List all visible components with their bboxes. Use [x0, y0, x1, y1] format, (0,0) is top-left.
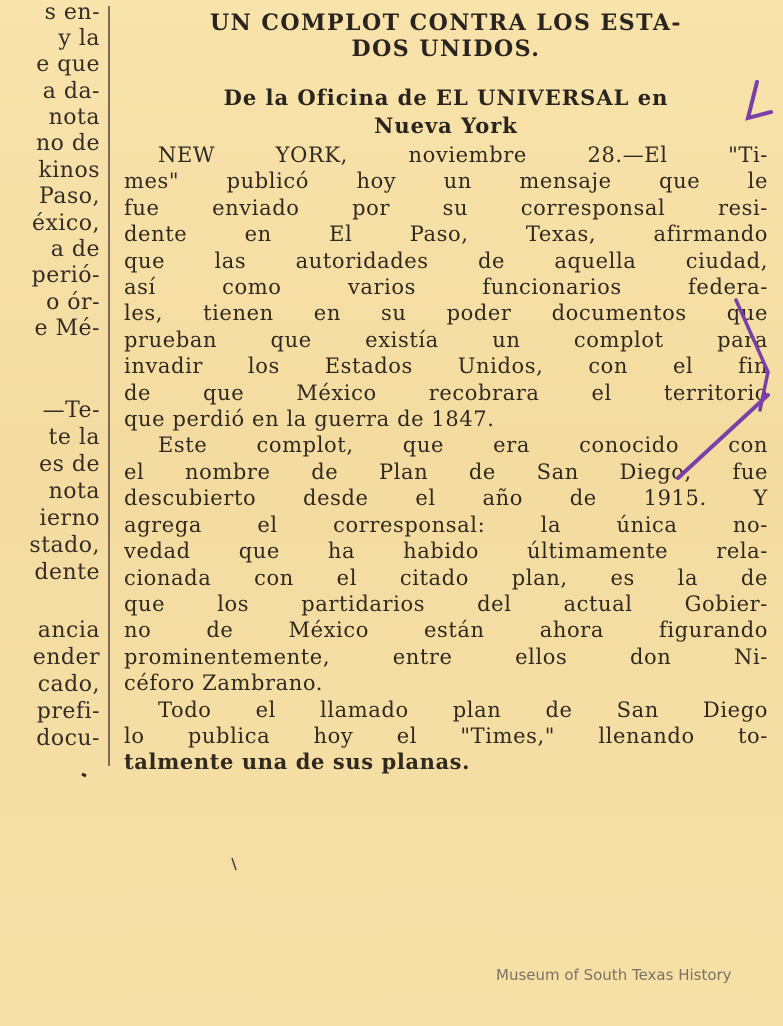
body-line: dente en El Paso, Texas, afirmando — [124, 222, 768, 247]
fragment-line: —Te- — [42, 398, 100, 423]
fragment-line: Paso, — [39, 184, 100, 209]
adjacent-column-fragment — [0, 0, 104, 760]
fragment-line: stado, — [29, 533, 100, 558]
fragment-line: e Mé- — [34, 316, 100, 341]
fragment-line: no de — [35, 131, 100, 156]
body-line: vedad que ha habido últimamente rela- — [124, 539, 768, 564]
body-line: que los partidarios del actual Gobier- — [124, 591, 768, 616]
fragment-line: ancia — [37, 618, 100, 643]
fragment-line: docu- — [36, 726, 100, 751]
body-line: prueban que existía un complot para — [124, 327, 768, 352]
article — [124, 10, 768, 776]
fragment-line: es de — [39, 452, 100, 477]
dateline-heading — [124, 84, 768, 140]
body-line: cionada con el citado plan, es la de — [124, 565, 768, 590]
fragment-line: s en- — [44, 0, 100, 25]
body-line: de que México recobrara el territorio — [124, 380, 768, 405]
headline-line: UN COMPLOT CONTRA LOS ESTA- — [209, 10, 683, 36]
body-line: que las autoridades de aquella ciudad, — [124, 248, 768, 273]
body-line: invadir los Estados Unidos, con el fin — [124, 354, 768, 379]
fragment-line: a da- — [42, 79, 100, 104]
fragment-line: perió- — [31, 263, 100, 288]
body-line: así como varios funcionarios federa- — [124, 275, 768, 300]
fragment-line: prefi- — [36, 699, 100, 724]
fragment-line: a de — [50, 237, 100, 262]
body-line: lo publica hoy el "Times," llenando to- — [124, 723, 768, 748]
fragment-line: o ór- — [46, 290, 100, 315]
article-body — [124, 142, 768, 776]
body-line: les, tienen en su poder documentos que — [124, 301, 768, 326]
body-line: fue enviado por su corresponsal resi- — [124, 195, 768, 220]
body-line: no de México están ahora figurando — [124, 618, 768, 643]
watermark-credit: Museum of South Texas History — [496, 966, 732, 984]
fragment-line: ender — [32, 645, 100, 670]
fragment-line: éxico, — [31, 211, 100, 236]
fragment-line: e que — [36, 52, 100, 77]
ink-speck — [232, 858, 236, 870]
subhead-line: Nueva York — [374, 113, 518, 138]
body-line: Todo el llamado plan de San Diego — [158, 697, 768, 722]
body-line: NEW YORK, noviembre 28.—El "Ti- — [158, 143, 768, 167]
fragment-line: nota — [48, 479, 100, 504]
headline — [124, 10, 768, 62]
fragment-line: y la — [58, 26, 100, 51]
body-line: mes" publicó hoy un mensaje que le — [124, 169, 768, 194]
body-line: prominentemente, entre ellos don Ni- — [124, 644, 768, 669]
body-line: talmente una de sus planas. — [124, 749, 471, 775]
fragment-line: nota — [48, 105, 100, 130]
fragment-line: ierno — [39, 506, 100, 531]
ink-dot — [82, 774, 86, 776]
fragment-line: cado, — [37, 672, 100, 697]
headline-line: DOS UNIDOS. — [351, 36, 541, 62]
fragment-line: dente — [34, 560, 100, 585]
body-line: agrega el corresponsal: la única no- — [124, 512, 768, 537]
body-line: el nombre de Plan de San Diego, fue — [124, 459, 768, 484]
column-divider — [108, 6, 110, 766]
body-line: Este complot, que era conocido con — [158, 433, 768, 458]
subhead-line: De la Oficina de EL UNIVERSAL en — [223, 85, 669, 110]
body-line: que perdió en la guerra de 1847. — [124, 407, 495, 432]
body-line: céforo Zambrano. — [124, 671, 324, 696]
body-line: descubierto desde el año de 1915. Y — [124, 486, 768, 511]
fragment-line: kinos — [38, 158, 100, 183]
fragment-line: te la — [48, 425, 100, 450]
